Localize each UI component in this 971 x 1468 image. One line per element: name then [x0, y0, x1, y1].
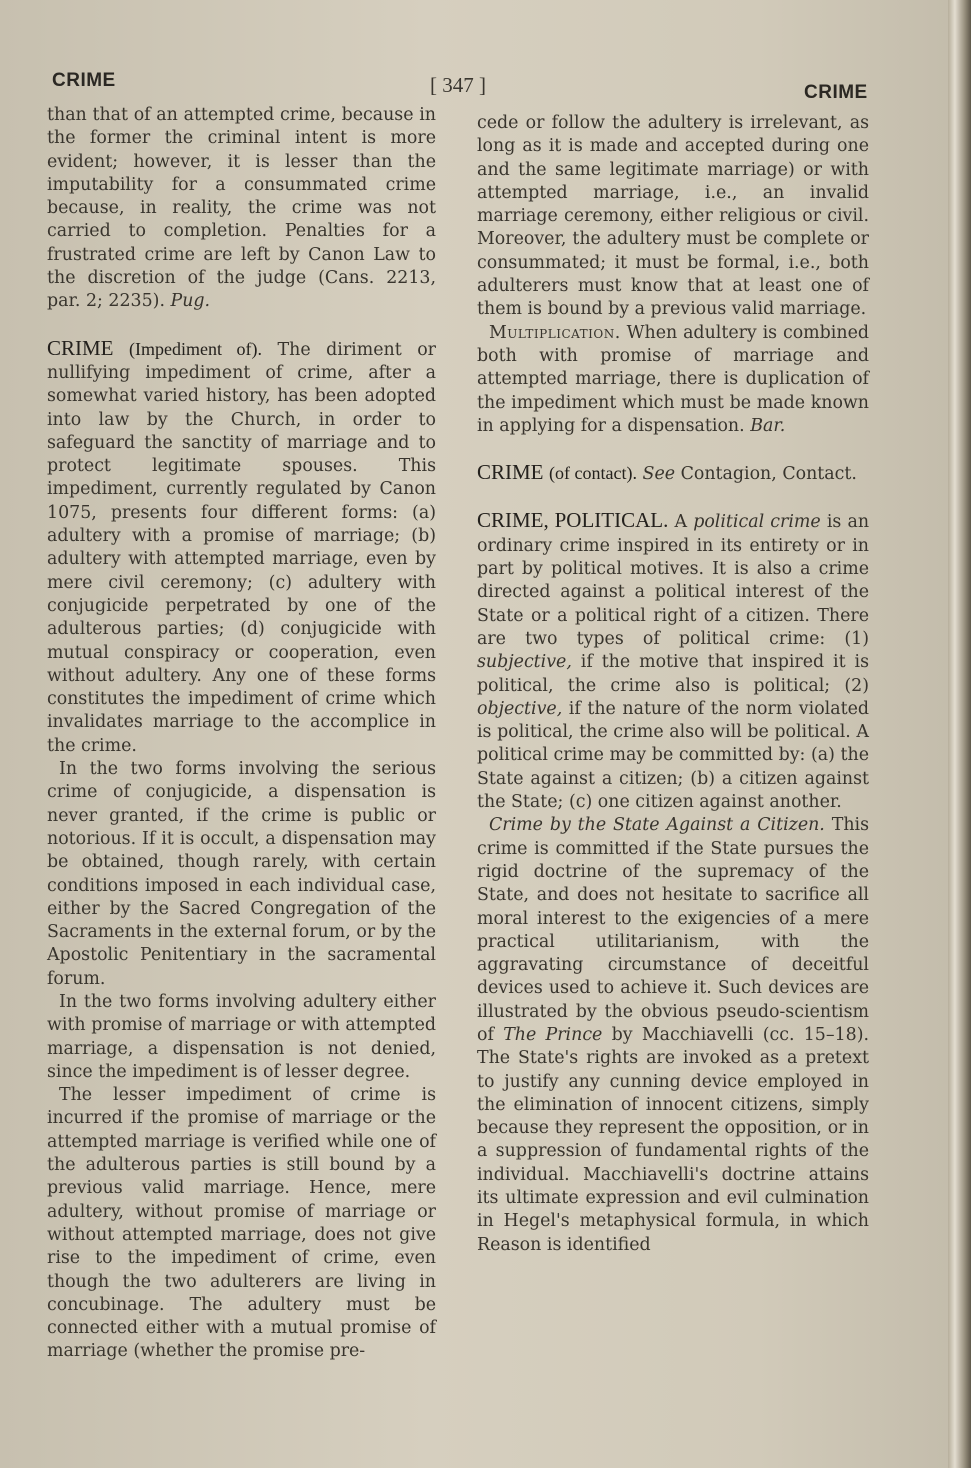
- left-column: [47, 104, 436, 1364]
- entry-heading: CRIME: [477, 460, 544, 485]
- paragraph: The lesser impediment of crime is incurred if the promise of marriage or the attempted marriage is verified while one of the adulterous parties is still bound by a previous valid marriage. Hence, mere adultery, without promise of marriage or without attempted marriage, does not give rise to the impediment of crime, even though the two adulterers are living in concubinage. The adultery must be connected either with a mutual promise of marriage (whether the promise pre-: [47, 1085, 436, 1362]
- entry-crime-impediment: CRIME (Impediment of). The diriment or nullifying impediment of crime, after a somewhat varied history, has been adopted into law by the Church, in order to safeguard the sanctity of marriage and to protect legitimate spouses. This impediment, currently regulated by Canon 1075, presents four different forms: (a) adultery with a promise of marriage; (b) adultery with attempted marriage, even by mere civil ceremony; (c) adultery with conjugicide perpetrated by one of the adulterous parties; (d) conjugicide with mutual conspiracy or cooperation, even without adultery. Any one of these forms constitutes the impediment of crime which invalidates marriage to the accomplice in the crime.: [47, 335, 436, 756]
- author-initials: Bar.: [750, 415, 786, 436]
- entry-heading: CRIME: [47, 335, 114, 360]
- continuation-paragraph: than that of an attempted crime, because in the former the criminal intent is more evident; however, it is lesser than the imputability for a consummated crime because, in reality, the crime was not carried to completion. Penalties for a frustrated crime are left by Canon Law to the discretion of the judge (Cans. 2213, par. 2; 2235). Pug.: [47, 105, 436, 312]
- section-label: Multiplication.: [489, 322, 621, 343]
- book-title: The Prince: [503, 1024, 603, 1045]
- author-initials: Pug.: [170, 291, 211, 312]
- entry-subheading: (of contact).: [549, 463, 637, 484]
- running-head-left: CRIME: [52, 70, 116, 91]
- paragraph: In the two forms involving adultery either with promise of marriage or with attempted marriage, a dispensation is not denied, since the impediment is of lesser degree.: [47, 991, 436, 1082]
- continuation-paragraph: cede or follow the adultery is irrelevant, as long as it is made and accepted during one and the same legitimate marriage) or with attempted marriage, i.e., an invalid marriage ceremony, either religious or civil. Moreover, the adultery must be complete or consummated; it must be formal, i.e., both adulterers must know that at least one of them is bound by a previous valid marriage.: [477, 113, 869, 320]
- book-spine-edge: [948, 0, 971, 1468]
- run-in-heading: Crime by the State Against a Citizen.: [489, 815, 825, 836]
- defined-term: political crime: [693, 512, 821, 533]
- entry-crime-political: CRIME, POLITICAL. A political crime is an ordinary crime inspired in its entirety or in part by political motives. It is also a crime directed against a political interest of the State or a political right of a citizen. There are two types of political crime: (1) subjective, if the motive that inspired it is political, the crime also is political; (2) objective, if the nature of the norm violated is political, the crime also will be political. A political crime may be committed by: (a) the State against a citizen; (b) a citizen against the State; (c) one citizen against another.: [477, 508, 870, 813]
- cross-reference: Contagion, Contact.: [680, 464, 857, 485]
- paragraph: Crime by the State Against a Citizen. This crime is committed if the State pursues the rigid doctrine of the supremacy of the State, and does not hesitate to sacrifice all moral interest to the exigencies of a mere practical utilitarianism, with the aggravating circumstance of deceitful devices used to achieve it. Such devices are illustrated by the obvious pseudo-scientism of The Prince by Macchiavelli (cc. 15–18). The State's rights are invoked as a pretext to justify any cunning device employed in the elimination of innocent citizens, simply because they represent the opposition, or in a suppression of fundamental rights of the individual. Macchiavelli's doctrine attains its ultimate expression and evil culmination in Hegel's metaphysical formula, in which Reason is identified: [477, 815, 870, 1255]
- multiplication-paragraph: Multiplication. When adultery is combined both with promise of marriage and attempted marriage, there is duplication of the impediment which must be made known in applying for a dispensation. Bar.: [477, 322, 869, 436]
- right-column: [477, 112, 869, 1257]
- entry-subheading: (Impediment of).: [129, 338, 262, 359]
- entry-heading: CRIME, POLITICAL.: [477, 508, 669, 533]
- running-head-right: CRIME: [804, 82, 868, 103]
- paragraph: In the two forms involving the serious crime of conjugicide, a dispensation is never granted, if the crime is public or notorious. If it is occult, a dispensation may be obtained, though rarely, with certain conditions imposed in each individual case, either by the Sacred Congregation of the Sacraments in the external forum, or by the Apostolic Penitentiary in the sacramental forum.: [47, 759, 436, 989]
- entry-crime-contact: CRIME (of contact). See Contagion, Contact.: [477, 460, 857, 485]
- page-number: [ 347 ]: [430, 73, 486, 97]
